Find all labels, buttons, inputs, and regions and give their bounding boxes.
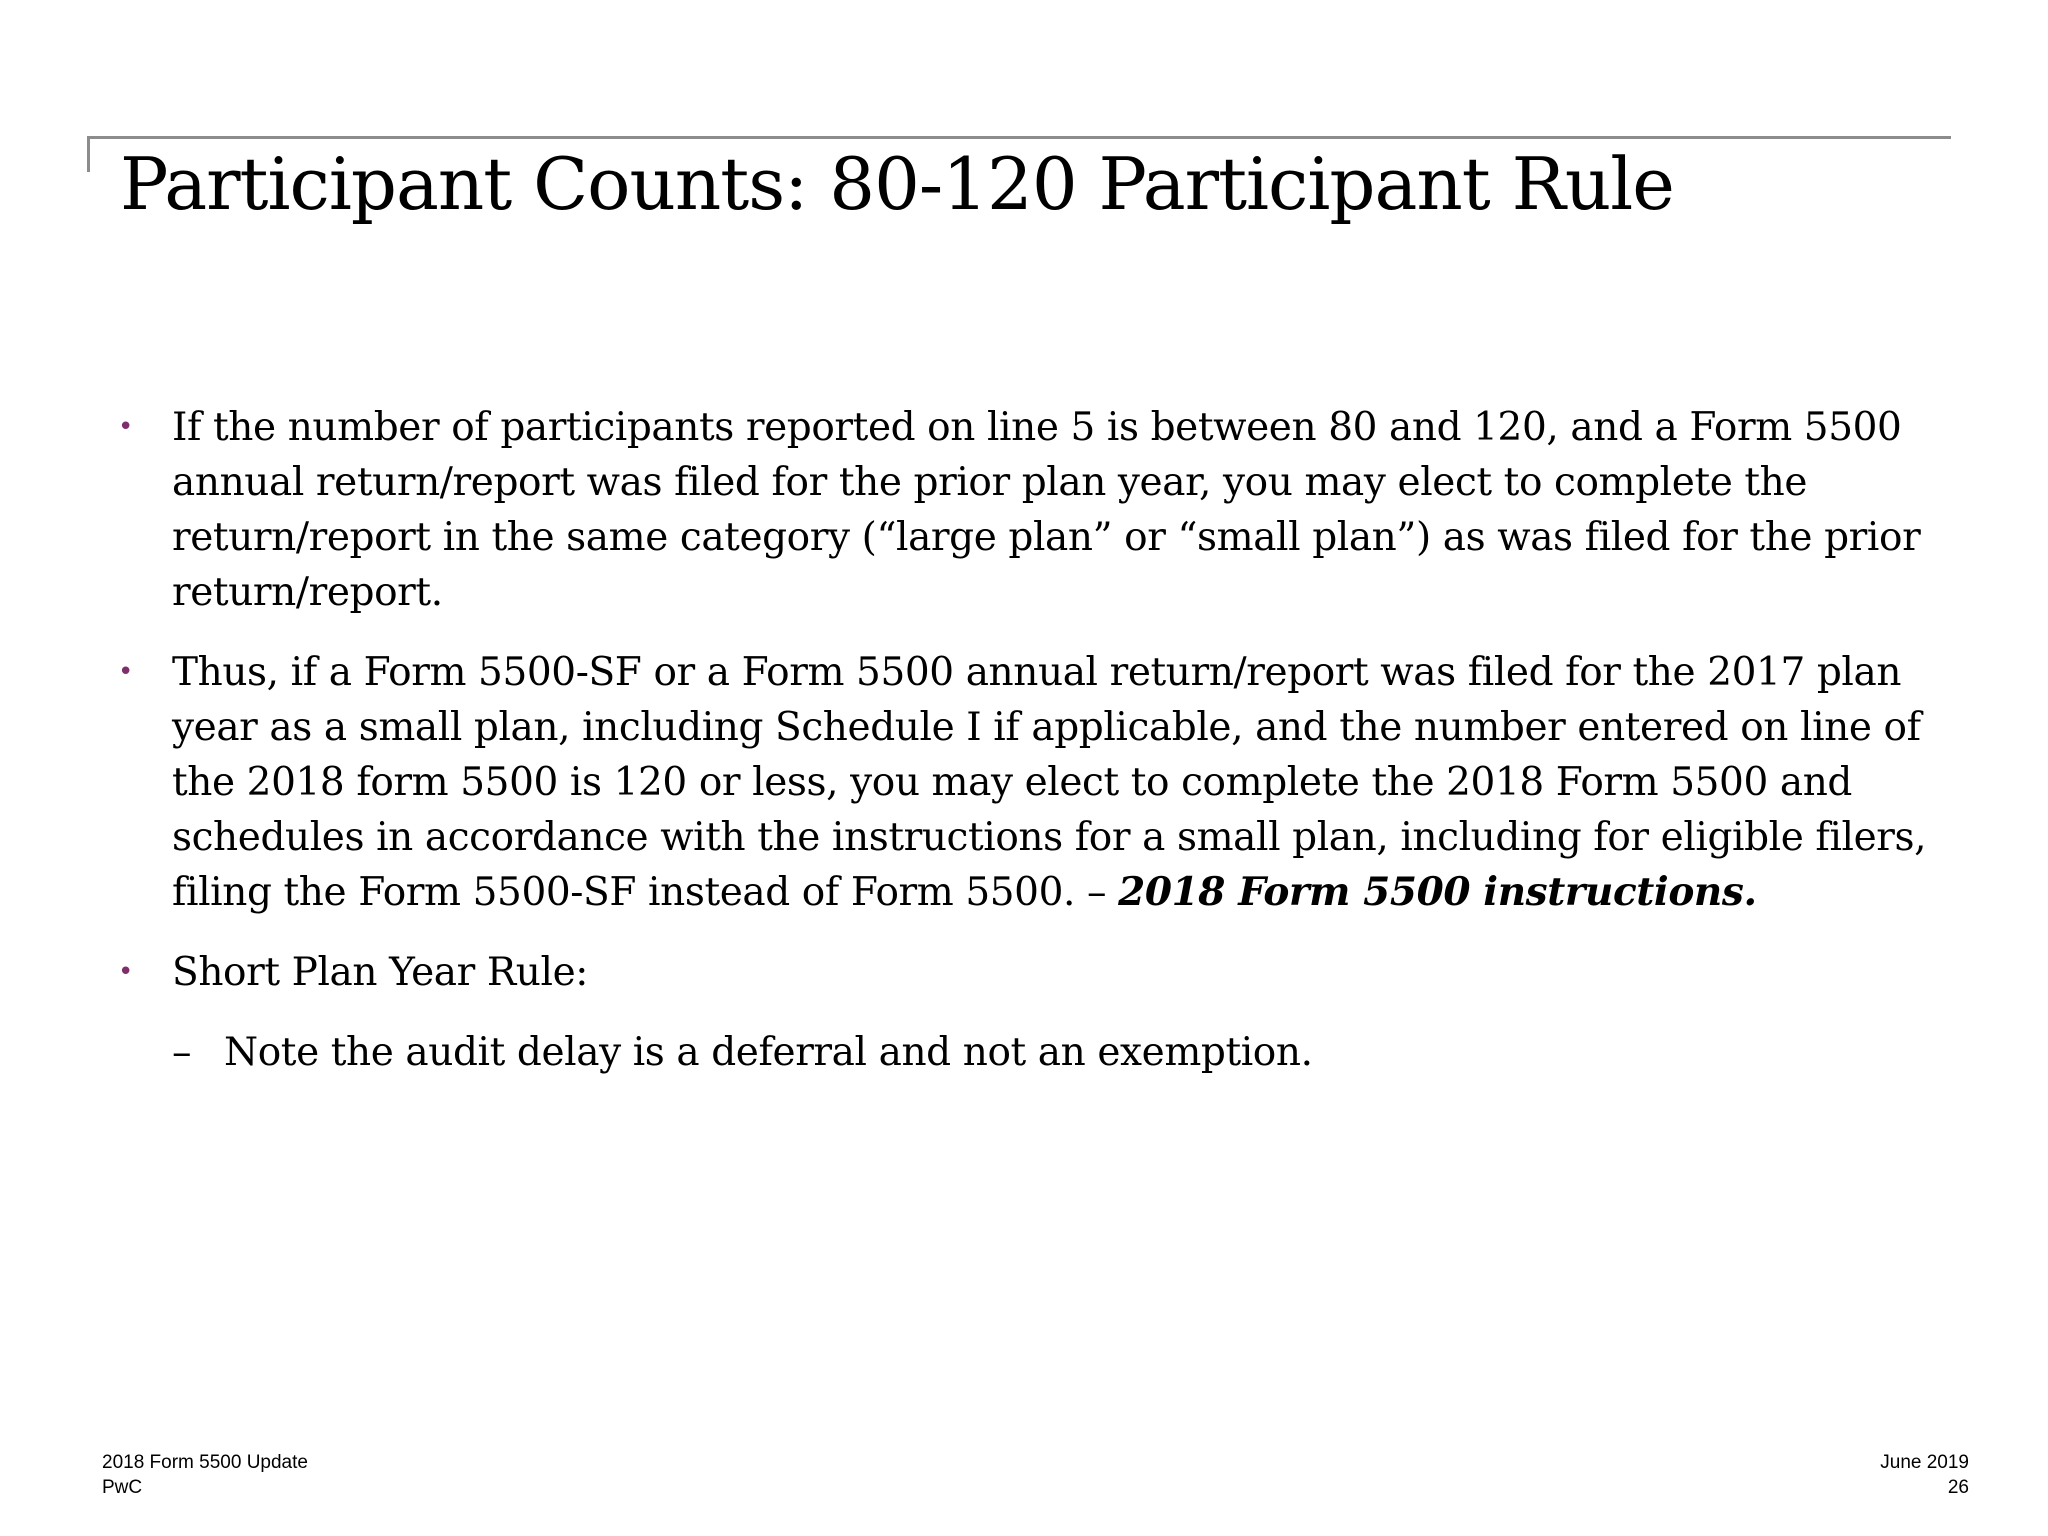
bullet-item-1 <box>118 400 1958 620</box>
footer-company: PwC <box>102 1477 143 1498</box>
bullet-dot-icon: • <box>118 657 133 687</box>
bullet-text-2: Thus, if a Form 5500-SF or a Form 5500 annual return/report was filed for the 2017 plan year as a small plan, including Schedule I if applicable, and the number entered on line of the 2018 form 5500 is 120 or less, you may elect to complete the 2018 Form 5500 and schedules in accordance with the instructions for a small plan, including for eligible filers, filing the Form 5500-SF instead of Form 5500. – <box>172 650 1927 915</box>
footer-doc-title: 2018 Form 5500 Update <box>102 1452 308 1473</box>
bullet-text-1: If the number of participants reported on line 5 is between 80 and 120, and a Form 5500 annual return/report was filed for the prior plan year, you may elect to complete the return/report in the same category (“large plan” or “small plan”) as was filed for the prior return/report. <box>172 405 1921 615</box>
dash-icon: – <box>172 1030 192 1075</box>
slide-body <box>118 400 1958 1080</box>
footer-right <box>1880 1450 1969 1500</box>
bullet-dot-icon: • <box>118 412 133 442</box>
footer-date: June 2019 <box>1880 1452 1969 1473</box>
bullet-emphasis-source: 2018 Form 5500 instructions. <box>1118 869 1757 915</box>
footer-left <box>102 1450 308 1500</box>
sub-bullet-text-1: Note the audit delay is a deferral and not an exemption. <box>224 1030 1313 1075</box>
bullet-item-2 <box>118 645 1958 920</box>
bullet-text-3: Short Plan Year Rule: <box>172 950 589 995</box>
sub-bullet-item-1 <box>118 1025 1958 1080</box>
slide-title: Participant Counts: 80-120 Participant Rule <box>120 142 1674 226</box>
bullet-dot-icon: • <box>118 957 133 987</box>
bullet-item-3 <box>118 945 1958 1000</box>
footer-page-number: 26 <box>1947 1477 1969 1498</box>
